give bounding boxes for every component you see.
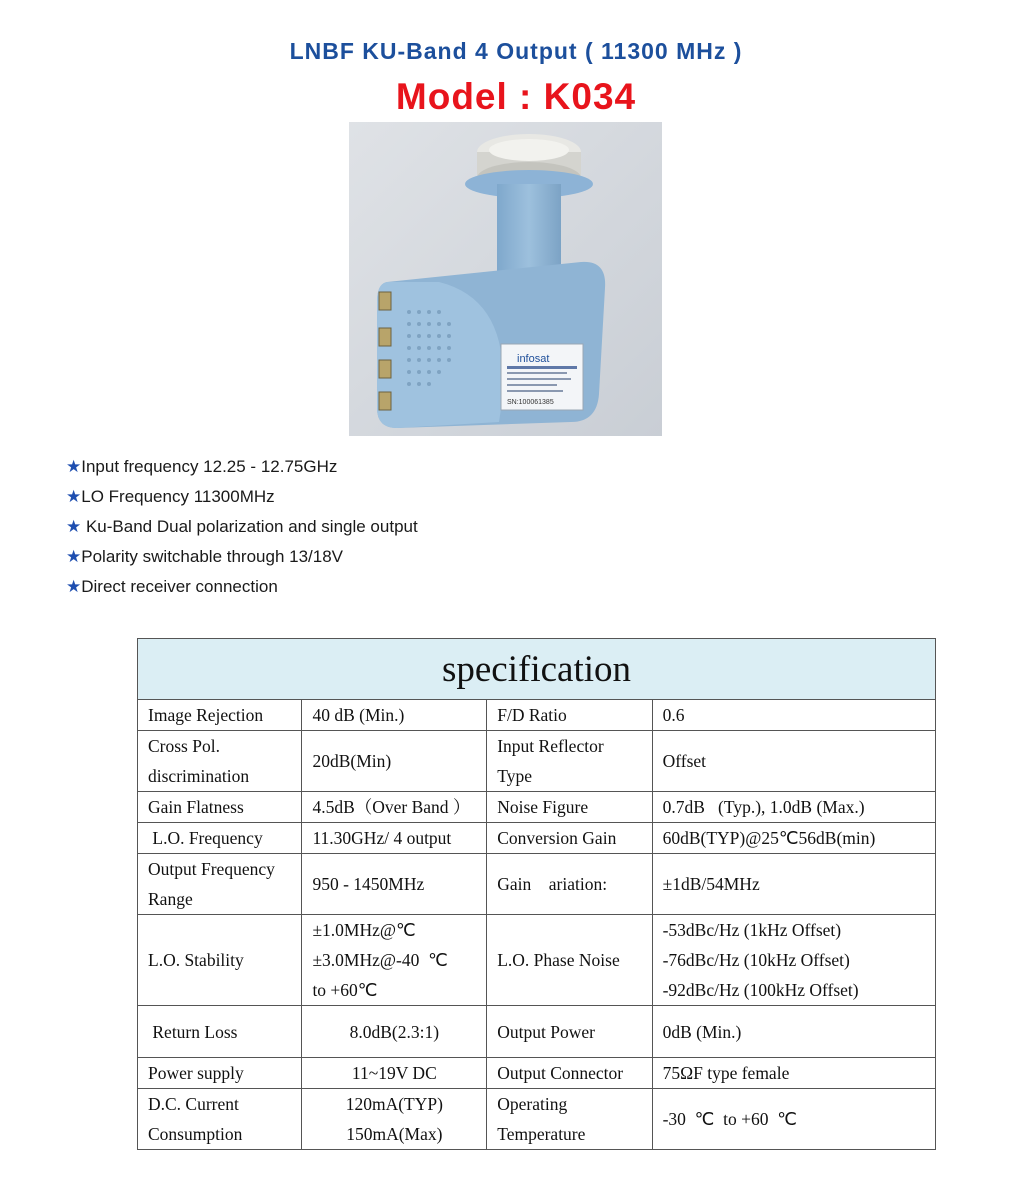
spec-value: 8.0dB(2.3:1) <box>302 1006 487 1058</box>
spec-label: Return Loss <box>138 1006 302 1058</box>
spec-row <box>138 731 936 792</box>
feature-item: ★ Ku-Band Dual polarization and single output <box>66 517 418 536</box>
star-icon: ★ <box>66 577 82 596</box>
spec-value: 11.30GHz/ 4 output <box>302 823 487 854</box>
product-photo <box>349 122 662 436</box>
spec-label: Input Reflector Type <box>487 731 652 792</box>
feature-item: ★LO Frequency 11300MHz <box>66 487 275 506</box>
spec-row <box>138 1058 936 1089</box>
spec-row <box>138 854 936 915</box>
spec-label: L.O. Stability <box>138 915 302 1006</box>
feature-item: ★Polarity switchable through 13/18V <box>66 547 344 566</box>
spec-value: 0dB (Min.) <box>652 1006 935 1058</box>
spec-label: L.O. Frequency <box>138 823 302 854</box>
spec-value: ±1dB/54MHz <box>652 854 935 915</box>
feature-list <box>66 456 418 606</box>
spec-row <box>138 915 936 1006</box>
spec-label: Output Power <box>487 1006 652 1058</box>
spec-label: D.C. Current Consumption <box>138 1089 302 1150</box>
spec-label: Power supply <box>138 1058 302 1089</box>
spec-label: Noise Figure <box>487 792 652 823</box>
spec-label: Output Connector <box>487 1058 652 1089</box>
spec-row <box>138 700 936 731</box>
spec-value: 60dB(TYP)@25℃56dB(min) <box>652 823 935 854</box>
spec-label: Gain Flatness <box>138 792 302 823</box>
spec-label: Conversion Gain <box>487 823 652 854</box>
spec-row <box>138 792 936 823</box>
spec-value: 11~19V DC <box>302 1058 487 1089</box>
spec-value: -30 ℃ to +60 ℃ <box>652 1089 935 1150</box>
spec-value: 120mA(TYP) 150mA(Max) <box>302 1089 487 1150</box>
spec-value: ±1.0MHz@℃ ±3.0MHz@-40 ℃ to +60℃ <box>302 915 487 1006</box>
spec-value: 20dB(Min) <box>302 731 487 792</box>
spec-label: Cross Pol. discrimination <box>138 731 302 792</box>
spec-row <box>138 1006 936 1058</box>
spec-label: Gain ariation: <box>487 854 652 915</box>
star-icon: ★ <box>66 457 82 476</box>
spec-label: L.O. Phase Noise <box>487 915 652 1006</box>
spec-value: 0.7dB (Typ.), 1.0dB (Max.) <box>652 792 935 823</box>
spec-value: 75ΩF type female <box>652 1058 935 1089</box>
spec-heading: specification <box>138 639 936 700</box>
spec-value: -53dBc/Hz (1kHz Offset) -76dBc/Hz (10kHz Offset) -92dBc/Hz (100kHz Offset) <box>652 915 935 1006</box>
spec-label: Image Rejection <box>138 700 302 731</box>
star-icon: ★ <box>66 487 82 506</box>
label-brand: infosat <box>517 353 550 365</box>
spec-value: Offset <box>652 731 935 792</box>
spec-value: 0.6 <box>652 700 935 731</box>
spec-row <box>138 823 936 854</box>
star-icon: ★ <box>66 517 82 536</box>
model-heading: Model : K034 <box>395 76 637 117</box>
product-title: LNBF KU-Band 4 Output ( 11300 MHz ) <box>289 38 743 64</box>
label-sn: SN:100061385 <box>507 399 554 406</box>
spec-label: Output Frequency Range <box>138 854 302 915</box>
feature-item: ★Direct receiver connection <box>66 577 278 596</box>
spec-label: Operating Temperature <box>487 1089 652 1150</box>
feature-item: ★Input frequency 12.25 - 12.75GHz <box>66 457 338 476</box>
spec-value: 40 dB (Min.) <box>302 700 487 731</box>
star-icon: ★ <box>66 547 82 566</box>
spec-value: 4.5dB（Over Band ） <box>302 792 487 823</box>
spec-row <box>138 1089 936 1150</box>
spec-value: 950 - 1450MHz <box>302 854 487 915</box>
spec-label: F/D Ratio <box>487 700 652 731</box>
specification-table <box>137 638 936 1150</box>
